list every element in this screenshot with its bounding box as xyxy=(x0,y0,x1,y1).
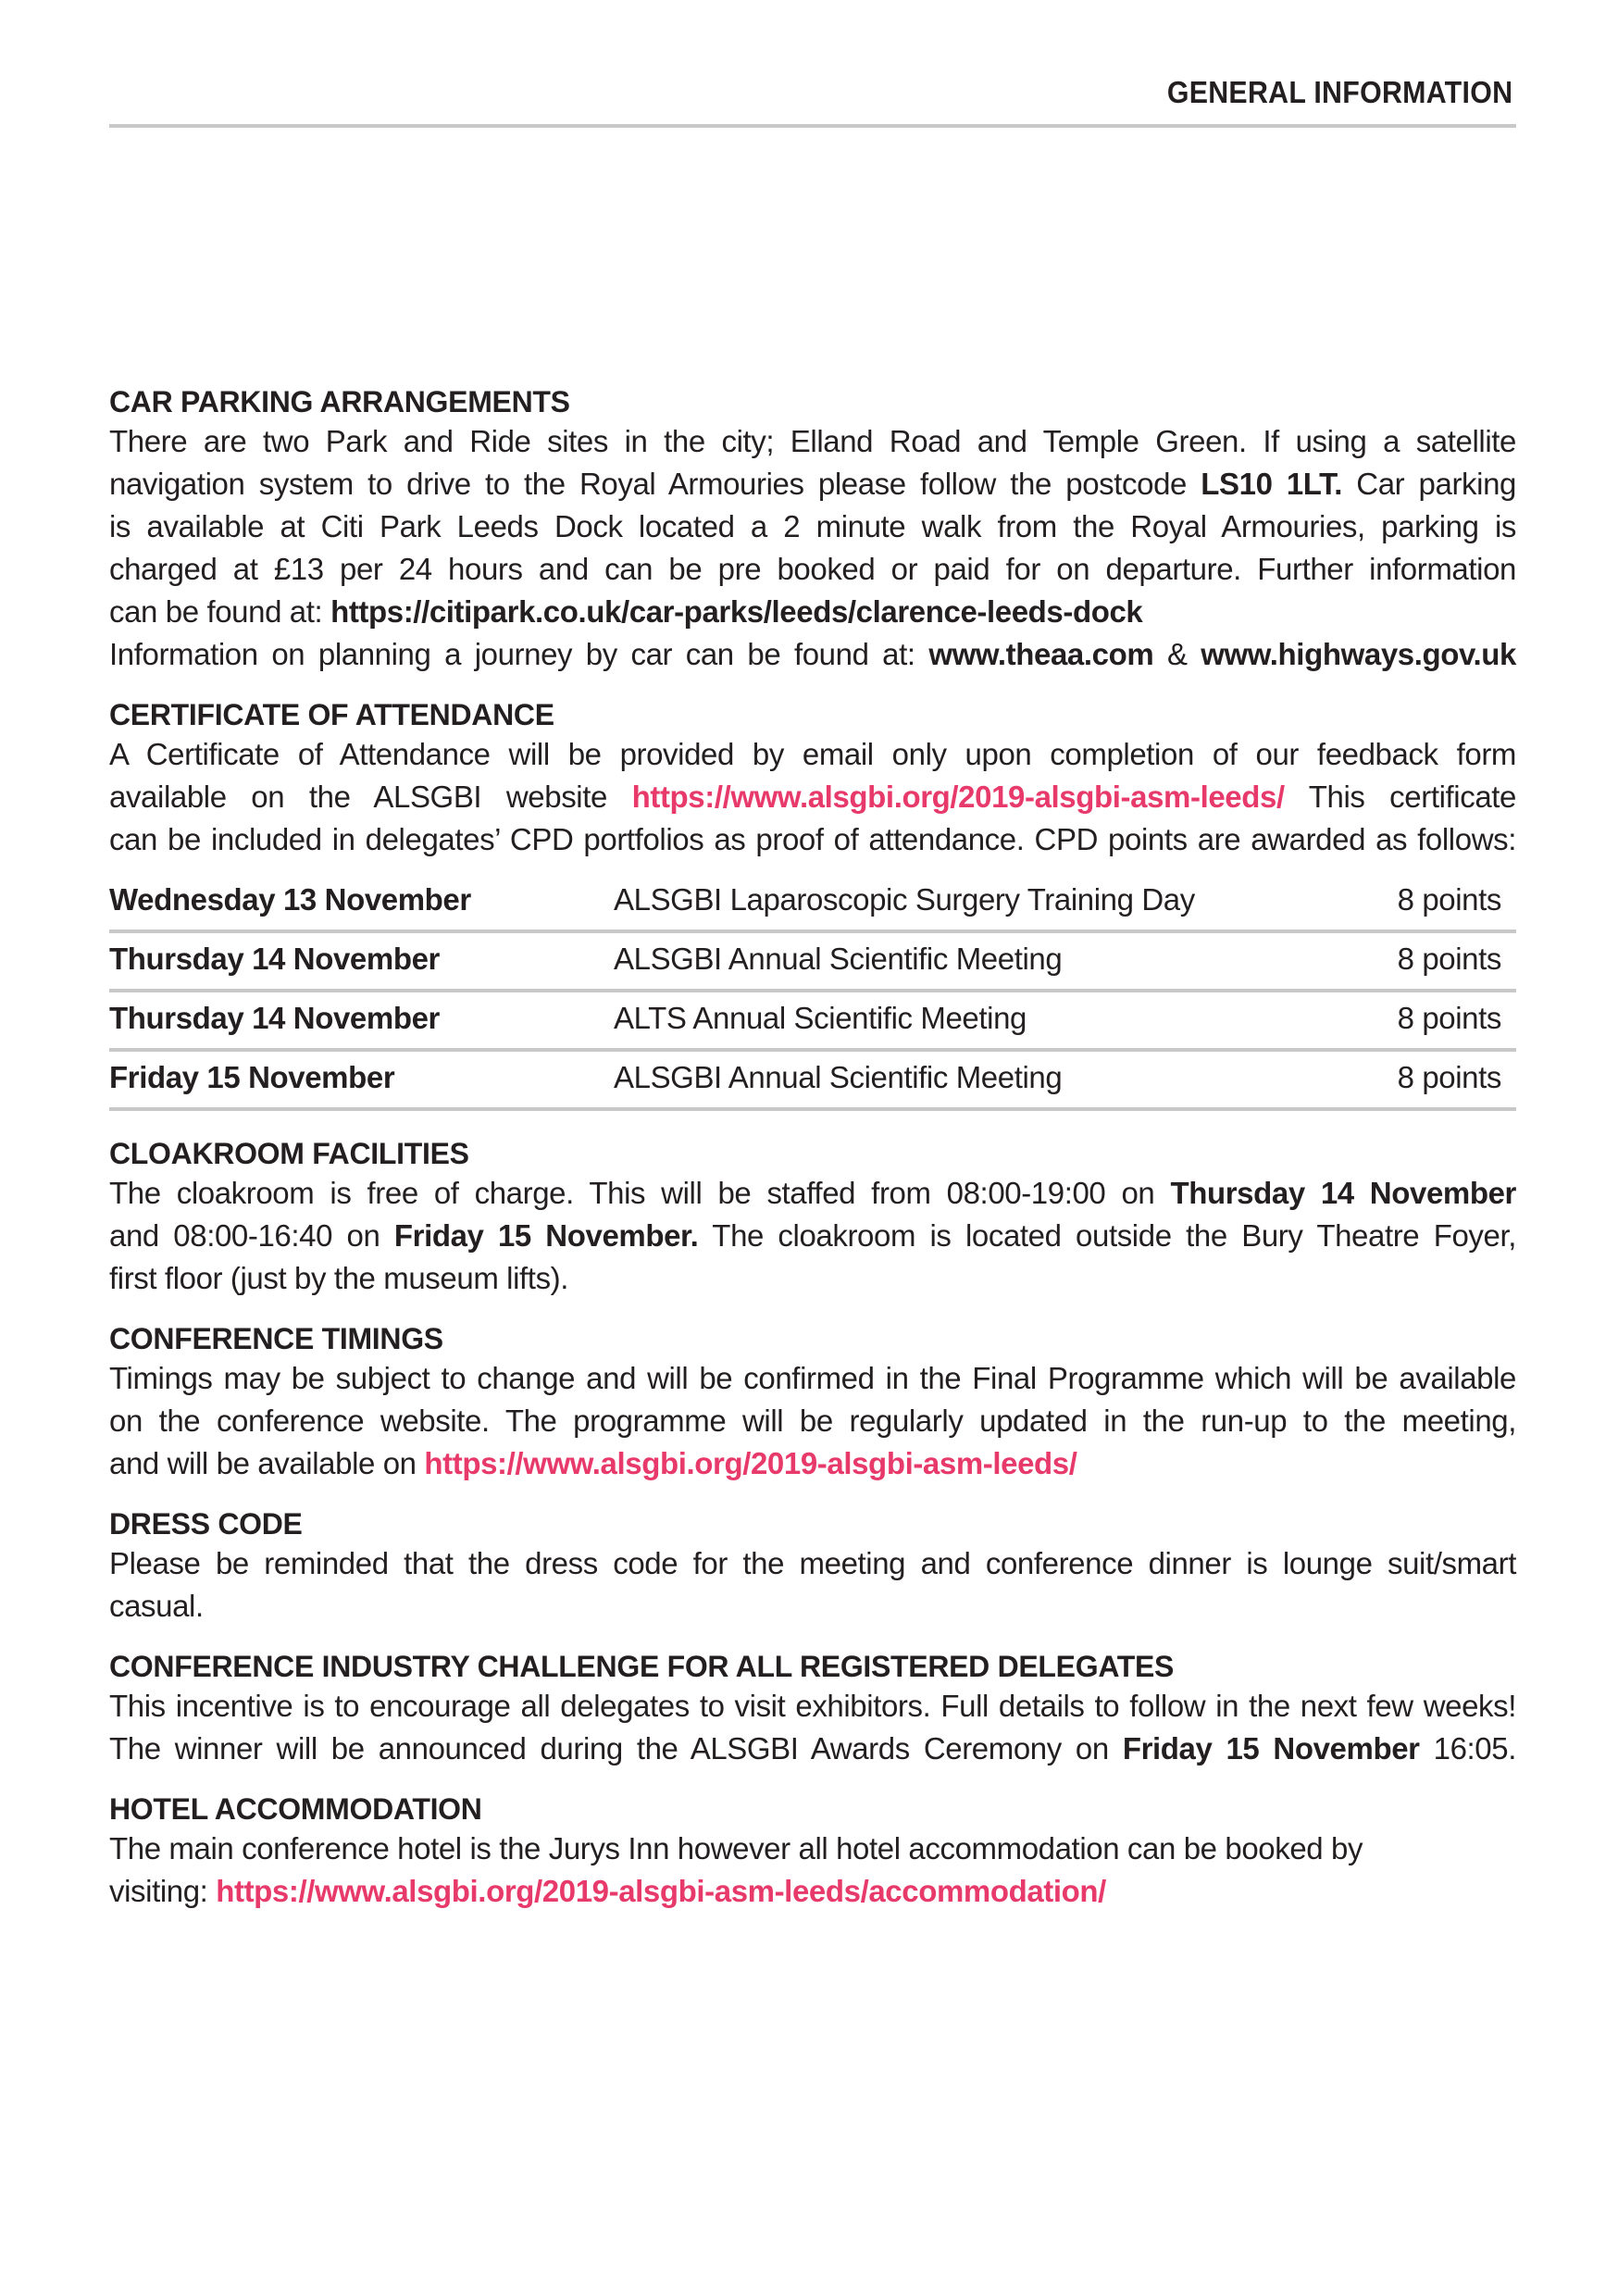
cpd-points: 8 points xyxy=(1336,931,1516,991)
section-heading: CLOAKROOM FACILITIES xyxy=(109,1137,469,1170)
text-line: This incentive is to encourage all delegates to visit exhibitors. Full details to follow in the next few weeks! xyxy=(109,1689,1516,1723)
section-body xyxy=(109,1685,1516,1770)
text-span: The winner will be announced during the ALSGBI Awards Ceremony on xyxy=(109,1731,1123,1766)
text-line xyxy=(109,1442,1516,1485)
alsgbi-asm-link[interactable]: https://www.alsgbi.org/2019-alsgbi-asm-leeds/ xyxy=(424,1446,1077,1480)
page-header xyxy=(109,72,1516,128)
accommodation-link[interactable]: https://www.alsgbi.org/2019-alsgbi-asm-leeds/accommodation/ xyxy=(216,1874,1106,1908)
cpd-event: ALSGBI Annual Scientific Meeting xyxy=(614,931,1336,991)
section-heading: CONFERENCE INDUSTRY CHALLENGE FOR ALL REGISTERED DELEGATES xyxy=(109,1650,1175,1683)
cpd-event: ALSGBI Annual Scientific Meeting xyxy=(614,1050,1336,1109)
section-industry-challenge xyxy=(109,1648,1516,1770)
section-body xyxy=(109,1828,1516,1913)
cpd-event: ALSGBI Laparoscopic Surgery Training Day xyxy=(614,874,1336,931)
text-line: The main conference hotel is the Jurys Inn however all hotel accommodation can be booked by xyxy=(109,1831,1363,1866)
section-dress-code xyxy=(109,1505,1516,1628)
highways-link[interactable]: www.highways.gov.uk xyxy=(1201,637,1516,671)
citipark-link[interactable]: https://citipark.co.uk/car-parks/leeds/clarence-leeds-dock xyxy=(330,594,1143,629)
text-line xyxy=(109,1172,1516,1215)
bold-date: Thursday 14 November xyxy=(1170,1176,1516,1210)
text-line xyxy=(109,1215,1516,1257)
text-span: Information on planning a journey by car can be found at: xyxy=(109,637,929,671)
section-body xyxy=(109,1357,1516,1485)
postcode: LS10 1LT. xyxy=(1201,467,1342,501)
section-heading: CERTIFICATE OF ATTENDANCE xyxy=(109,698,554,731)
section-heading: CAR PARKING ARRANGEMENTS xyxy=(109,385,570,418)
text-line: Please be reminded that the dress code for the meeting and conference dinner is lounge suit/smart xyxy=(109,1546,1516,1580)
cpd-day: Thursday 14 November xyxy=(109,991,614,1050)
text-line: There are two Park and Ride sites in the city; Elland Road and Temple Green. If using a satellite xyxy=(109,424,1516,458)
cpd-day: Wednesday 13 November xyxy=(109,874,614,931)
text-line xyxy=(109,1728,1516,1770)
text-span: and 08:00-16:40 on xyxy=(109,1218,394,1253)
text-span: visiting: xyxy=(109,1874,217,1908)
theaa-link[interactable]: www.theaa.com xyxy=(928,637,1154,671)
text-line xyxy=(109,591,1516,633)
section-body xyxy=(109,1542,1516,1628)
text-span: The cloakroom is located outside the Bury Theatre Foyer, xyxy=(698,1218,1517,1253)
cpd-row xyxy=(109,991,1516,1050)
section-heading: HOTEL ACCOMMODATION xyxy=(109,1792,482,1826)
section-heading: DRESS CODE xyxy=(109,1507,303,1541)
text-span: and will be available on xyxy=(109,1446,425,1480)
cpd-day: Thursday 14 November xyxy=(109,931,614,991)
text-span: This certificate xyxy=(1284,780,1517,814)
section-timings xyxy=(109,1320,1516,1485)
section-body xyxy=(109,733,1516,861)
header-divider xyxy=(109,124,1516,128)
content xyxy=(109,383,1516,1933)
text-span: The cloakroom is free of charge. This will be staffed from 08:00-19:00 on xyxy=(109,1176,1171,1210)
text-line xyxy=(109,633,1516,676)
cpd-row xyxy=(109,1050,1516,1109)
section-body xyxy=(109,420,1516,676)
text-span: navigation system to drive to the Royal Armouries please follow the postcode xyxy=(109,467,1201,501)
page-title: GENERAL INFORMATION xyxy=(1166,75,1513,109)
text-line: Timings may be subject to change and will be confirmed in the Final Programme which will be available xyxy=(109,1361,1516,1395)
text-line xyxy=(109,1870,1516,1913)
text-line: casual. xyxy=(109,1589,204,1623)
bold-date: Friday 15 November. xyxy=(393,1218,699,1253)
cpd-row xyxy=(109,874,1516,931)
section-cloakroom xyxy=(109,1135,1516,1300)
text-span: 16:05. xyxy=(1419,1731,1516,1766)
cpd-event: ALTS Annual Scientific Meeting xyxy=(614,991,1336,1050)
section-heading: CONFERENCE TIMINGS xyxy=(109,1322,443,1355)
cpd-points: 8 points xyxy=(1336,874,1516,931)
section-body xyxy=(109,1172,1516,1300)
text-line: on the conference website. The programme will be regularly updated in the run-up to the meeting, xyxy=(109,1404,1516,1438)
text-span: Car parking xyxy=(1341,467,1516,501)
text-span: available on the ALSGBI website xyxy=(109,780,632,814)
cpd-day: Friday 15 November xyxy=(109,1050,614,1109)
text-line xyxy=(109,463,1516,505)
text-line: charged at £13 per 24 hours and can be pre booked or paid for on departure. Further information xyxy=(109,552,1516,586)
cpd-points: 8 points xyxy=(1336,1050,1516,1109)
text-line xyxy=(109,776,1516,818)
text-line: A Certificate of Attendance will be provided by email only upon completion of our feedback form xyxy=(109,737,1516,771)
text-span: & xyxy=(1153,637,1201,671)
bold-date: Friday 15 November xyxy=(1122,1731,1420,1766)
cpd-points-table xyxy=(109,874,1516,1111)
alsgbi-asm-link[interactable]: https://www.alsgbi.org/2019-alsgbi-asm-leeds/ xyxy=(631,780,1285,814)
cpd-points: 8 points xyxy=(1336,991,1516,1050)
section-hotel xyxy=(109,1791,1516,1913)
text-line: first floor (just by the museum lifts). xyxy=(109,1261,569,1295)
section-certificate xyxy=(109,696,1516,1111)
section-car-parking xyxy=(109,383,1516,676)
text-line: can be included in delegates’ CPD portfolios as proof of attendance. CPD points are awarded as follows: xyxy=(109,822,1516,856)
cpd-row xyxy=(109,931,1516,991)
text-line: is available at Citi Park Leeds Dock located a 2 minute walk from the Royal Armouries, parking is xyxy=(109,509,1516,543)
text-span: can be found at: xyxy=(109,594,331,629)
